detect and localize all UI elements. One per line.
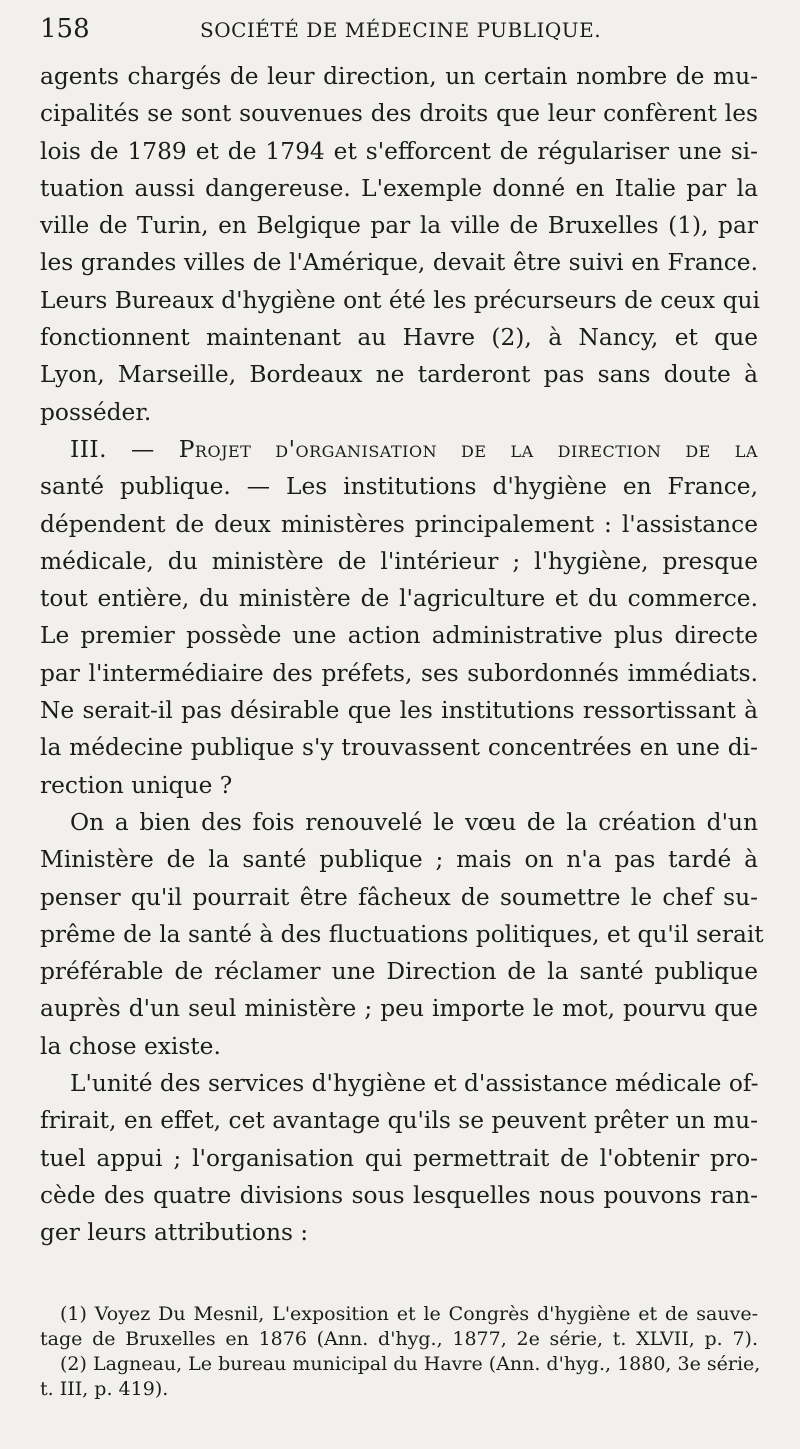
text-line: la médecine publique s'y trouvassent concentrées en une di-: [40, 734, 758, 762]
page-header: [40, 14, 760, 48]
running-title: SOCIÉTÉ DE MÉDECINE PUBLIQUE.: [200, 18, 602, 42]
text-line: L'unité des services d'hygiène et d'assistance médicale of-: [70, 1070, 759, 1098]
text-line: rection unique ?: [40, 771, 233, 799]
footnotes: [40, 1302, 761, 1402]
footnote-line: tage de Bruxelles en 1876 (Ann. d'hyg., 1877, 2e série, t. XLVII, p. 7).: [40, 1328, 758, 1350]
text-line: tout entière, du ministère de l'agriculture et du commerce.: [40, 585, 758, 613]
text-line: tuel appui ; l'organisation qui permettrait de l'obtenir pro-: [40, 1144, 758, 1172]
footnote-line: t. III, p. 419).: [40, 1378, 169, 1400]
footnote-line: (2) Lagneau, Le bureau municipal du Havre (Ann. d'hyg., 1880, 3e série,: [60, 1353, 761, 1375]
text-line: fonctionnent maintenant au Havre (2), à Nancy, et que: [40, 324, 758, 352]
text-line: Ne serait-il pas désirable que les institutions ressortissant à: [40, 697, 758, 725]
text-line: cipalités se sont souvenues des droits que leur confèrent les: [40, 100, 758, 128]
text-line: lois de 1789 et de 1794 et s'efforcent de régulariser une si-: [40, 137, 758, 165]
body-text: [40, 58, 764, 1252]
text-line: tuation aussi dangereuse. L'exemple donné en Italie par la: [40, 174, 758, 202]
text-line: par l'intermédiaire des préfets, ses subordonnés immédiats.: [40, 659, 758, 687]
text-line: Ministère de la santé publique ; mais on n'a pas tardé à: [40, 846, 758, 874]
text-line: Leurs Bureaux d'hygiène ont été les précurseurs de ceux qui: [40, 286, 760, 314]
page-number: 158: [40, 14, 90, 44]
text-line: ger leurs attributions :: [40, 1219, 309, 1247]
text-line: On a bien des fois renouvelé le vœu de la création d'un: [70, 808, 758, 836]
text-line: dépendent de deux ministères principalement : l'assistance: [40, 510, 758, 538]
text-line: Le premier possède une action administrative plus directe: [40, 622, 758, 650]
text-line: frirait, en effet, cet avantage qu'ils se peuvent prêter un mu-: [40, 1107, 758, 1135]
text-line: ville de Turin, en Belgique par la ville de Bruxelles (1), par: [40, 212, 758, 240]
text-line: préférable de réclamer une Direction de la santé publique: [40, 958, 758, 986]
text-line: prême de la santé à des fluctuations politiques, et qu'il serait: [40, 920, 764, 948]
text-line: la chose existe.: [40, 1032, 221, 1060]
text-line: cède des quatre divisions sous lesquelles nous pouvons ran-: [40, 1181, 758, 1209]
text-line: médicale, du ministère de l'intérieur ; l'hygiène, presque: [40, 547, 758, 575]
text-line: agents chargés de leur direction, un certain nombre de mu-: [40, 63, 758, 90]
section-heading: III. — Projet d'organisation de la direction de la: [70, 435, 758, 463]
text-line: penser qu'il pourrait être fâcheux de soumettre le chef su-: [40, 883, 758, 911]
text-line: santé publique. — Les institutions d'hygiène en France,: [40, 473, 758, 501]
text-line: les grandes villes de l'Amérique, devait être suivi en France.: [40, 249, 758, 277]
text-line: Lyon, Marseille, Bordeaux ne tarderont pas sans doute à: [40, 361, 758, 389]
text-line: posséder.: [40, 398, 152, 426]
footnote-line: (1) Voyez Du Mesnil, L'exposition et le Congrès d'hygiène et de sauve-: [60, 1303, 758, 1325]
text-line: auprès d'un seul ministère ; peu importe le mot, pourvu que: [40, 995, 758, 1023]
